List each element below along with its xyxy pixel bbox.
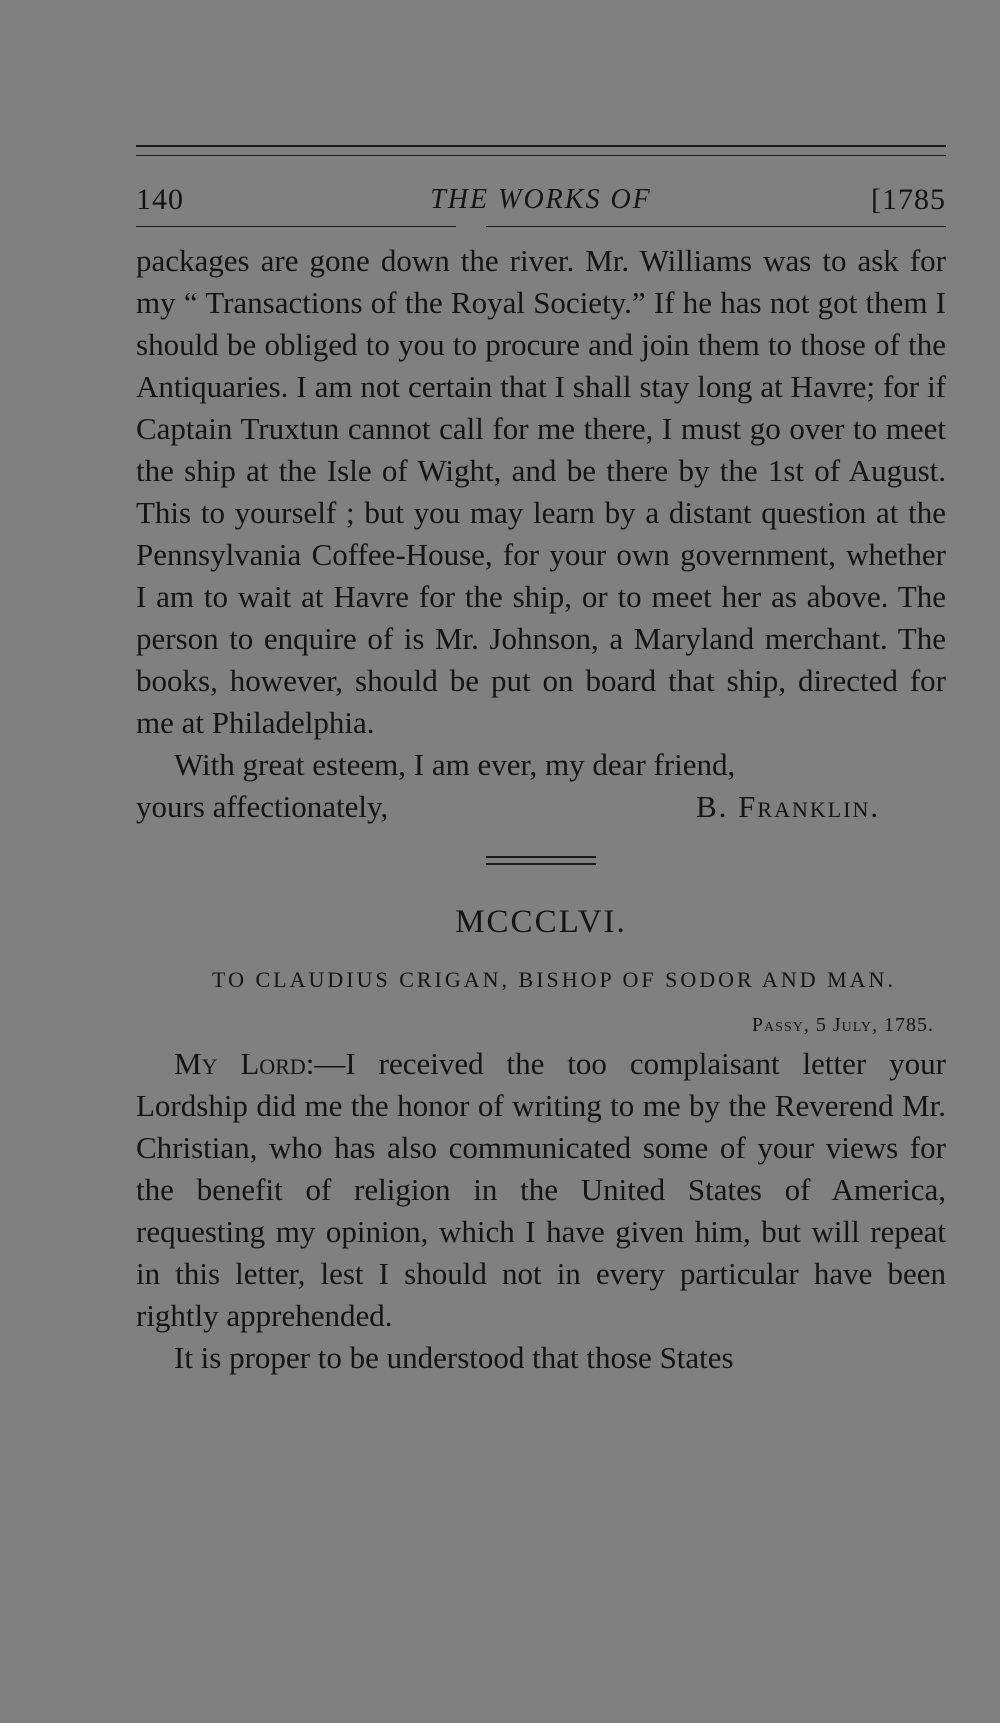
body-paragraph: It is proper to be understood that those States: [174, 1340, 734, 1375]
closing: [136, 786, 946, 828]
page-number: 140: [136, 183, 184, 216]
running-year: [1785: [871, 183, 946, 216]
header-rule: [136, 155, 946, 156]
closing-yours: yours affectionately,: [136, 789, 389, 824]
salutation: My Lord: [174, 1046, 306, 1081]
new-letter-body: [136, 1043, 946, 1379]
running-head: [136, 178, 946, 222]
dateline-text: Passy, 5 July, 1785.: [751, 1014, 934, 1036]
section-divider: [486, 856, 596, 865]
signature: B. Franklin.: [696, 789, 881, 824]
body-paragraph: [136, 1043, 946, 1337]
header-rule: [136, 145, 946, 147]
letter-number: MCCCLVI.: [455, 904, 627, 940]
letter-recipient: TO CLAUDIUS CRIGAN, BISHOP OF SODOR AND MAN.: [212, 967, 896, 992]
letter-dateline: [136, 1011, 946, 1039]
continued-letter-body: [136, 240, 946, 786]
closing-line: With great esteem, I am ever, my dear friend,: [174, 747, 736, 782]
body-paragraph: packages are gone down the river. Mr. Williams was to ask for my “ Transactions of the Royal Society.” If he has not got them I should be obliged to you to procure and join them to those of the Antiquaries. I am not certain that I shall stay long at Havre; for if Captain Truxtun cannot call for me there, I must go over to meet the ship at the Isle of Wight, and be there by the 1st of August. This to yourself ; but you may learn by a distant question at the Pennsylvania Coffee-House, for your own government, whether I am to wait at Havre for the ship, or to meet her as above. The person to enquire of is Mr. Johnson, a Maryland merchant. The books, however, should be put on board that ship, directed for me at Philadelphia.: [136, 243, 946, 740]
book-page: [136, 145, 946, 1379]
paragraph-text: :—I received the too complaisant letter your Lordship did me the honor of writing to me by the Reverend Mr. Christian, who has also communicated some of your views for the benefit of religion in the United States of America, requesting my opinion, which I have given him, but will repeat in this letter, lest I should not in every particular have been rightly apprehended.: [136, 1046, 946, 1333]
running-title: THE WORKS OF: [430, 184, 652, 215]
